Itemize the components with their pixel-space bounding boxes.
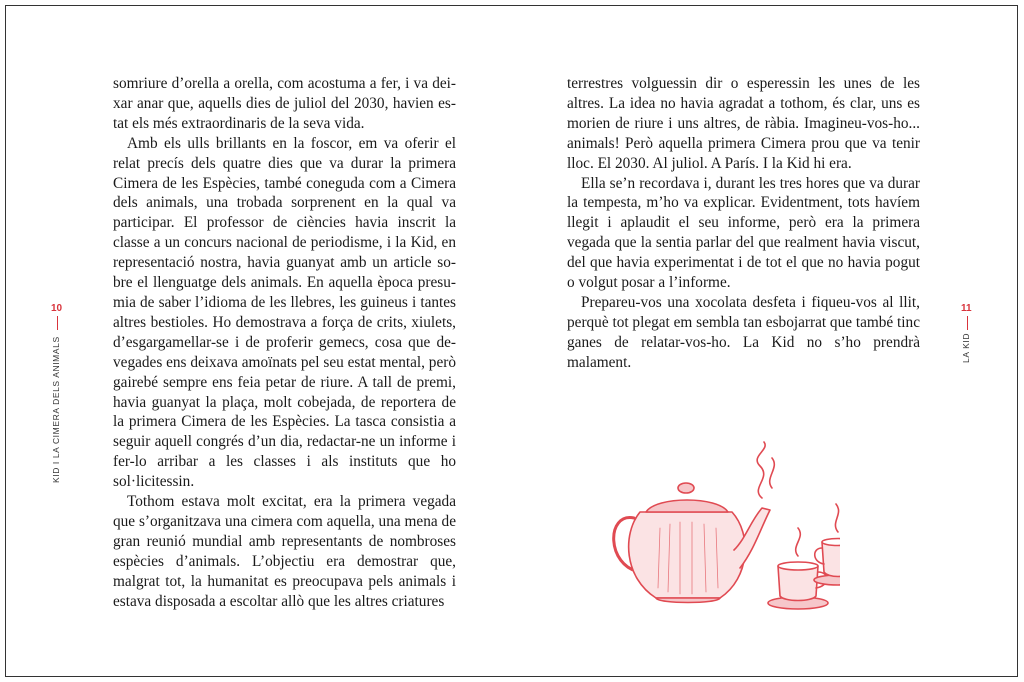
teapot-lid-knob bbox=[678, 483, 694, 493]
right-page-text bbox=[567, 74, 920, 373]
right-running-head: LA KID bbox=[961, 332, 971, 363]
cup-1 bbox=[778, 566, 818, 601]
left-page-text bbox=[113, 74, 456, 611]
right-folio-divider bbox=[967, 316, 968, 330]
teapot-lid bbox=[646, 500, 728, 512]
left-running-head: KID I LA CIMERA DELS ANIMALS bbox=[51, 336, 61, 483]
teapot-steam bbox=[757, 442, 774, 498]
right-paragraph-3: Prepareu-vos una xocolata desfeta i fiqueu-vos al llit, perquè tot plegat em sembla tan esbojarrat que també tinc ganes de relatar-vos-ho. La Kid no s’ho prendrà malament. bbox=[567, 293, 920, 371]
left-paragraph-1: somriure d’orella a orella, com acostuma a fer, i va deixar anar que, aquells dies de juliol del 2030, havien estat els més extraordinaris de la seva vida. bbox=[113, 75, 456, 132]
cup-2 bbox=[822, 542, 840, 577]
left-folio-divider bbox=[57, 316, 58, 330]
teapot-body bbox=[629, 512, 745, 598]
right-paragraph-2: Ella se’n recordava i, durant les tres hores que va durar la tempesta, m’ho va explicar. Evidentment, tots havíem llegit i aplaudit el seu informe, però era la primera vegada que la sentia parlar del que realment havia viscut, del que havia experimentat i de tot el que no havia pogut o volgut posar a l’informe. bbox=[567, 174, 920, 292]
left-paragraph-3: Tothom estava molt excitat, era la primera vegada que s’organitzava una cimera com aquella, una mena de gran reunió mundial amb representants de nombroses espècies d’animals. L’objectiu era demostrar que, malgrat tot, la humanitat es preocupava pels animals i estava disposada a escoltar allò que les altres criatures bbox=[113, 493, 456, 610]
right-paragraph-1: terrestres volguessin dir o esperessin les unes de les altres. La idea no havia agradat a tothom, és clar, uns es morien de riure i uns altres, de ràbia. Imagineu-vos-ho... animals! Però aquella primera Cimera prou que va tenir lloc. El 2030. Al juliol. A París. I la Kid hi era. bbox=[567, 75, 920, 172]
left-paragraph-2: Amb els ulls brillants en la foscor, em va oferir el relat precís dels quatre dies que va durar la primera Cimera de les Espècies, també coneguda com a Cimera dels animals, una trobada sorprenent en la qual va participar. El professor de ciències havia inscrit la classe a un concurs nacional de periodisme, i la Kid, en representació nostra, havia guanyat amb un article sobre el llenguatge dels animals. En aquella època presumia de saber l’idioma de les llebres, les guineus i tantes altres bestioles. Ho demostrava a força de crits, xiulets, d’esgargamellar-se i de proferir gemecs, cosa que de vegades ens deixava amoïnats pel seu estat mental, però gairebé sempre ens feia petar de riure. A tall de premi, havia guanyat la plaça, molt cobejada, de reportera de la primera Cimera de les Espècies. La tasca consistia a seguir aquell congrés d’un dia, redactar-ne un informe i fer-lo arribar a les classes i als instituts que ho sol·licitessin. bbox=[113, 134, 456, 491]
left-page-number: 10 bbox=[51, 303, 63, 314]
teapot-and-cups-illustration bbox=[600, 438, 840, 613]
right-page-number: 11 bbox=[961, 303, 972, 314]
